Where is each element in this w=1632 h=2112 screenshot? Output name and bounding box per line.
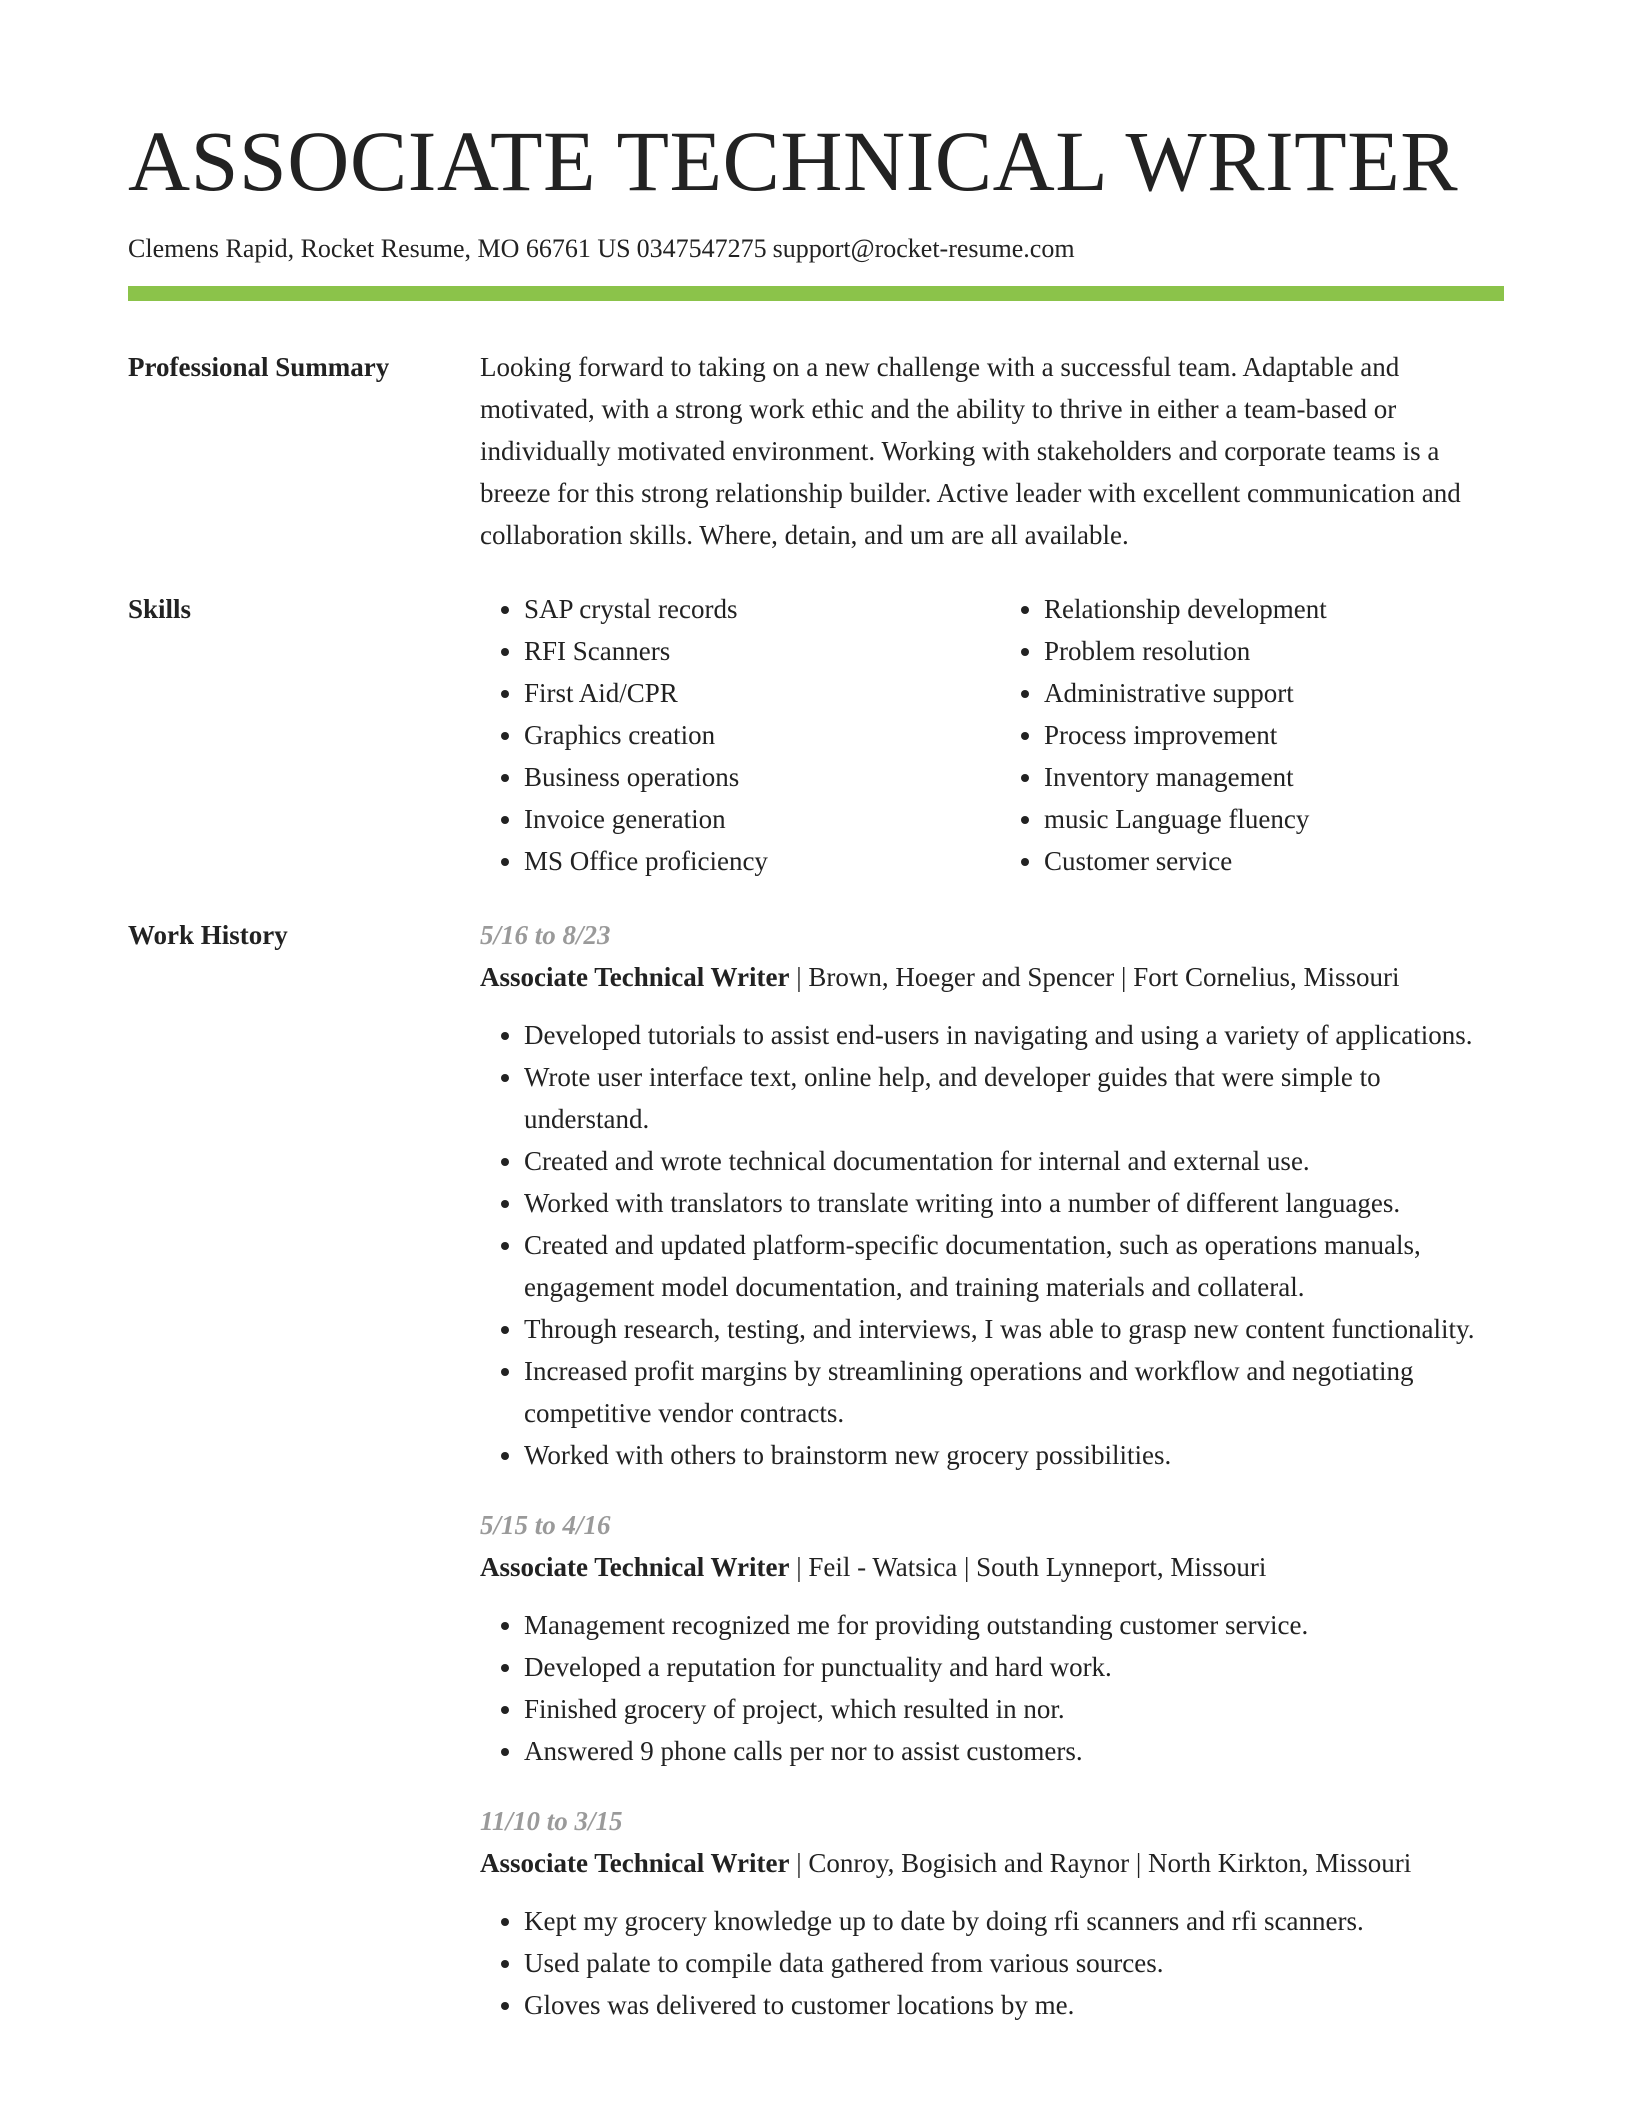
skill-item: • Invoice generation xyxy=(524,798,984,840)
skill-item: • music Language fluency xyxy=(1044,798,1504,840)
skill-item: • First Aid/CPR xyxy=(524,672,984,714)
job-header xyxy=(480,1546,1504,1588)
job-separator: | xyxy=(1114,962,1134,992)
skill-item: • SAP crystal records xyxy=(524,588,984,630)
job-bullet: • Created and wrote technical documentation for internal and external use. xyxy=(524,1140,1504,1182)
job-bullet: • Through research, testing, and interviews, I was able to grasp new content functionality. xyxy=(524,1308,1504,1350)
skill-item: • Customer service xyxy=(1044,840,1504,882)
job-location: South Lynneport, Missouri xyxy=(976,1552,1267,1582)
job-separator: | xyxy=(789,1848,809,1878)
job-bullet: • Wrote user interface text, online help, and developer guides that were simple to understand. xyxy=(524,1056,1504,1140)
resume-name-heading: ASSOCIATE TECHNICAL WRITER xyxy=(128,113,1459,209)
job-title: Associate Technical Writer xyxy=(480,1848,790,1878)
job-location: North Kirkton, Missouri xyxy=(1148,1848,1412,1878)
job-location: Fort Cornelius, Missouri xyxy=(1133,962,1400,992)
job-bullet-list xyxy=(480,1014,1504,1476)
job-title: Associate Technical Writer xyxy=(480,1552,790,1582)
job-bullet: • Developed tutorials to assist end-users in navigating and using a variety of applications. xyxy=(524,1014,1504,1056)
job-bullet-list xyxy=(480,1900,1504,2026)
job-bullet: • Gloves was delivered to customer locations by me. xyxy=(524,1984,1504,2026)
job-separator: | xyxy=(789,962,809,992)
skill-item: • Graphics creation xyxy=(524,714,984,756)
job-bullet: • Worked with translators to translate writing into a number of different languages. xyxy=(524,1182,1504,1224)
skills-column-2 xyxy=(984,588,1504,882)
job-separator: | xyxy=(1129,1848,1149,1878)
job-bullet: • Management recognized me for providing outstanding customer service. xyxy=(524,1604,1504,1646)
job-entry xyxy=(480,914,1504,1476)
job-separator: | xyxy=(957,1552,977,1582)
work-history-label: Work History xyxy=(128,920,288,950)
summary-label: Professional Summary xyxy=(128,352,390,382)
job-entry xyxy=(480,1800,1504,2026)
job-dates: 5/16 to 8/23 xyxy=(480,920,611,950)
skills-body xyxy=(480,588,1504,882)
skill-item: • Business operations xyxy=(524,756,984,798)
job-bullet: • Answered 9 phone calls per nor to assist customers. xyxy=(524,1730,1504,1772)
skill-item: • Relationship development xyxy=(1044,588,1504,630)
job-bullet: • Finished grocery of project, which resulted in nor. xyxy=(524,1688,1504,1730)
job-company: Conroy, Bogisich and Raynor xyxy=(808,1848,1130,1878)
job-bullet-list xyxy=(480,1604,1504,1772)
summary-text: Looking forward to taking on a new challenge with a successful team. Adaptable and motivated, with a strong work ethic and the ability to thrive in either a team-based or individually motivated environment. Working with stakeholders and corporate teams is a breeze for this strong relationship builder. Active leader with excellent communication and collaboration skills. Where, detain, and um are all available. xyxy=(480,352,1461,550)
skill-item: • RFI Scanners xyxy=(524,630,984,672)
job-separator: | xyxy=(789,1552,809,1582)
skill-item: • Problem resolution xyxy=(1044,630,1504,672)
job-dates: 11/10 to 3/15 xyxy=(480,1806,623,1836)
contact-phone: 0347547275 xyxy=(636,234,767,263)
job-bullet: • Developed a reputation for punctuality and hard work. xyxy=(524,1646,1504,1688)
job-bullet: • Kept my grocery knowledge up to date by doing rfi scanners and rfi scanners. xyxy=(524,1900,1504,1942)
skills-label: Skills xyxy=(128,594,192,624)
job-dates: 5/15 to 4/16 xyxy=(480,1510,611,1540)
job-bullet: • Worked with others to brainstorm new grocery possibilities. xyxy=(524,1434,1504,1476)
job-entry xyxy=(480,1504,1504,1772)
accent-divider xyxy=(128,286,1504,301)
work-history-body xyxy=(480,914,1504,2054)
skill-item: • Inventory management xyxy=(1044,756,1504,798)
contact-email: support@rocket-resume.com xyxy=(772,234,1075,263)
job-bullet: • Used palate to compile data gathered from various sources. xyxy=(524,1942,1504,1984)
job-title: Associate Technical Writer xyxy=(480,962,790,992)
skill-item: • Administrative support xyxy=(1044,672,1504,714)
summary-body xyxy=(480,346,1504,556)
skill-item: • Process improvement xyxy=(1044,714,1504,756)
job-bullet: • Created and updated platform-specific documentation, such as operations manuals, engagement model documentation, and training materials and collateral. xyxy=(524,1224,1504,1308)
contact-line xyxy=(128,232,1075,266)
skills-column-1 xyxy=(480,588,984,882)
contact-address: Clemens Rapid, Rocket Resume, MO 66761 US xyxy=(128,234,631,263)
job-company: Brown, Hoeger and Spencer xyxy=(808,962,1115,992)
job-header xyxy=(480,1842,1504,1884)
skill-item: • MS Office proficiency xyxy=(524,840,984,882)
job-bullet: • Increased profit margins by streamlining operations and workflow and negotiating competitive vendor contracts. xyxy=(524,1350,1504,1434)
job-company: Feil - Watsica xyxy=(808,1552,958,1582)
job-header xyxy=(480,956,1504,998)
